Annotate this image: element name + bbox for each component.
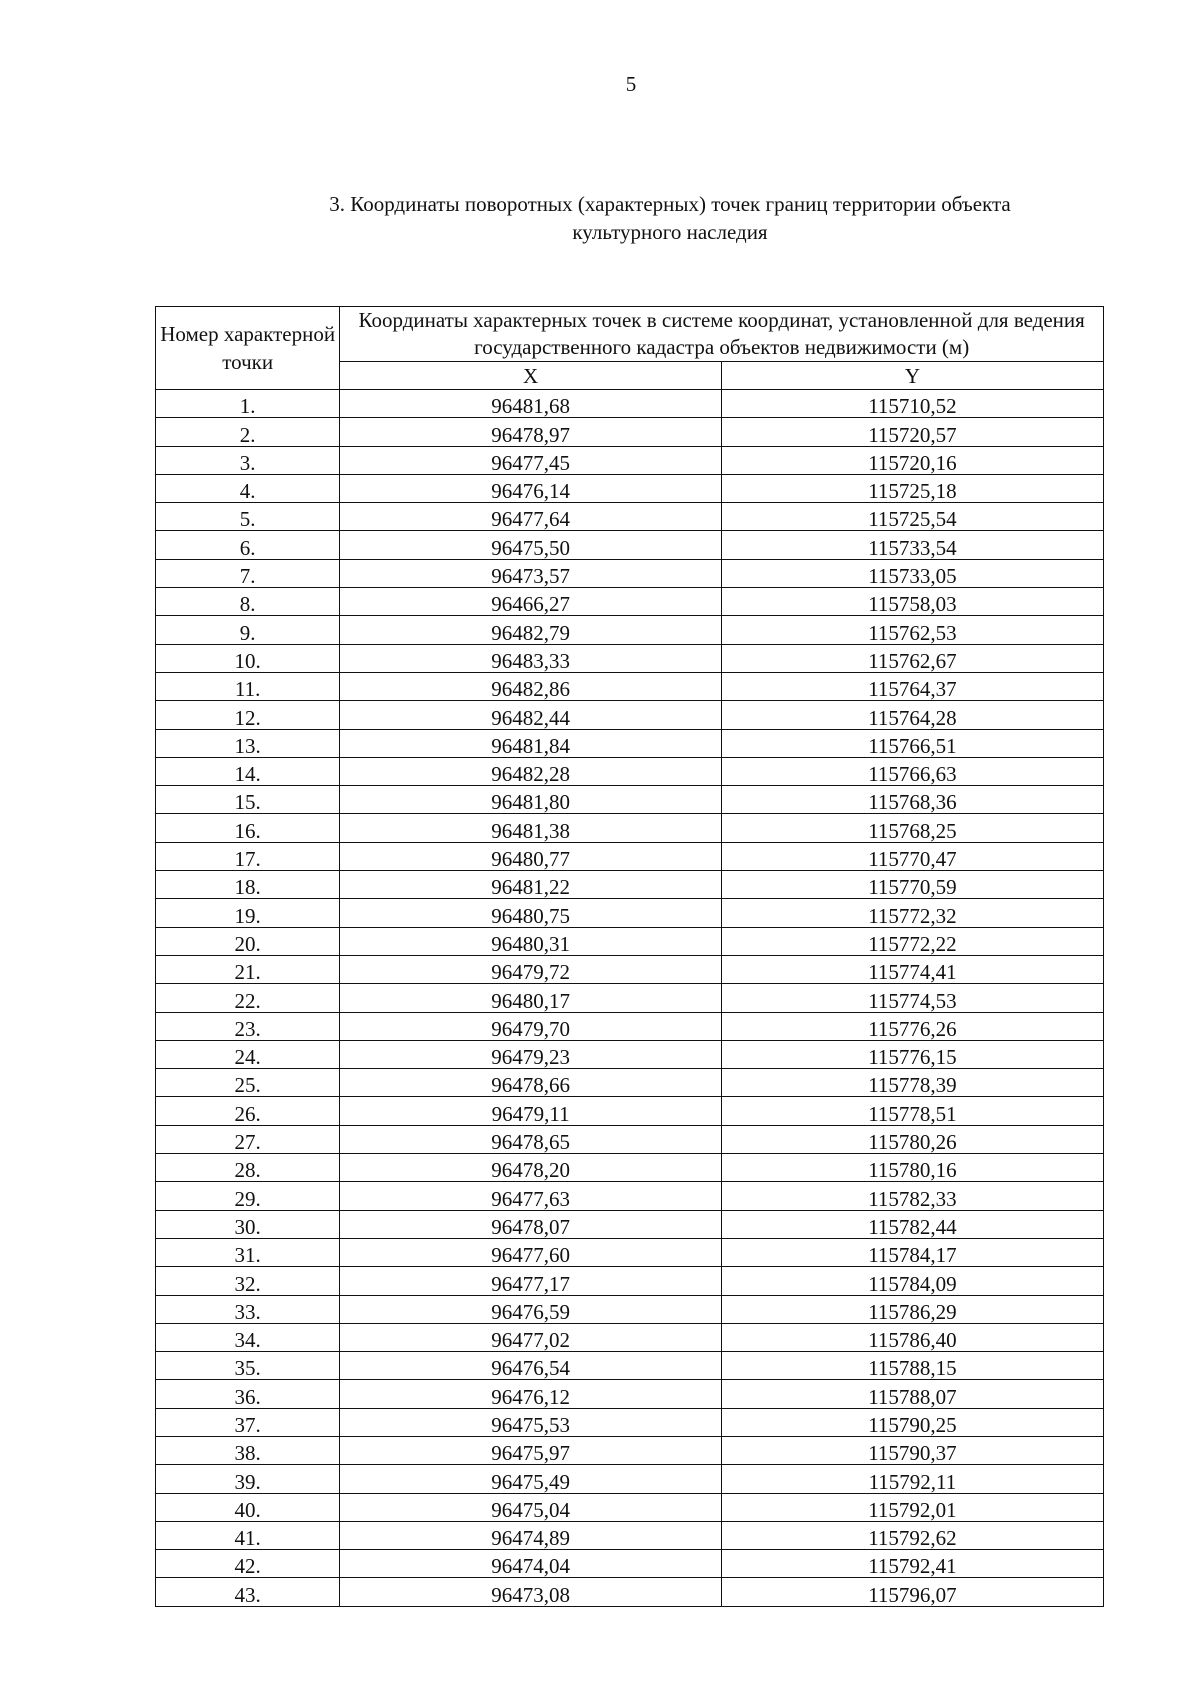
cell-point-number: 29. <box>156 1182 340 1210</box>
cell-y: 115772,32 <box>721 899 1103 927</box>
cell-x: 96480,75 <box>340 899 722 927</box>
cell-x: 96476,12 <box>340 1380 722 1408</box>
cell-x: 96475,49 <box>340 1465 722 1493</box>
cell-x: 96478,65 <box>340 1125 722 1153</box>
cell-point-number: 6. <box>156 531 340 559</box>
cell-point-number: 5. <box>156 503 340 531</box>
table-row <box>156 390 1104 418</box>
cell-x: 96473,57 <box>340 559 722 587</box>
cell-x: 96466,27 <box>340 588 722 616</box>
table-row <box>156 1521 1104 1549</box>
cell-point-number: 27. <box>156 1125 340 1153</box>
cell-y: 115772,22 <box>721 927 1103 955</box>
cell-y: 115720,16 <box>721 446 1103 474</box>
cell-x: 96480,77 <box>340 842 722 870</box>
cell-x: 96477,17 <box>340 1267 722 1295</box>
section-title <box>250 190 1090 246</box>
cell-x: 96476,14 <box>340 474 722 502</box>
cell-x: 96476,59 <box>340 1295 722 1323</box>
cell-y: 115792,11 <box>721 1465 1103 1493</box>
cell-point-number: 26. <box>156 1097 340 1125</box>
cell-y: 115770,59 <box>721 871 1103 899</box>
table-row <box>156 871 1104 899</box>
cell-x: 96475,97 <box>340 1436 722 1464</box>
cell-y: 115790,37 <box>721 1436 1103 1464</box>
table-row <box>156 531 1104 559</box>
cell-x: 96482,44 <box>340 701 722 729</box>
cell-point-number: 14. <box>156 757 340 785</box>
cell-y: 115733,05 <box>721 559 1103 587</box>
cell-y: 115788,07 <box>721 1380 1103 1408</box>
cell-y: 115776,15 <box>721 1040 1103 1068</box>
cell-point-number: 11. <box>156 672 340 700</box>
cell-point-number: 16. <box>156 814 340 842</box>
cell-x: 96477,60 <box>340 1238 722 1266</box>
cell-y: 115780,16 <box>721 1154 1103 1182</box>
cell-point-number: 22. <box>156 984 340 1012</box>
cell-y: 115770,47 <box>721 842 1103 870</box>
cell-x: 96475,53 <box>340 1408 722 1436</box>
cell-point-number: 33. <box>156 1295 340 1323</box>
cell-point-number: 13. <box>156 729 340 757</box>
cell-y: 115768,36 <box>721 786 1103 814</box>
cell-x: 96477,63 <box>340 1182 722 1210</box>
cell-point-number: 25. <box>156 1069 340 1097</box>
table-row <box>156 1238 1104 1266</box>
table-row <box>156 927 1104 955</box>
table-row <box>156 842 1104 870</box>
cell-y: 115796,07 <box>721 1578 1103 1606</box>
table-row <box>156 1182 1104 1210</box>
table-row <box>156 1012 1104 1040</box>
cell-point-number: 30. <box>156 1210 340 1238</box>
cell-x: 96481,80 <box>340 786 722 814</box>
cell-point-number: 43. <box>156 1578 340 1606</box>
header-point-number: Номер характерной точки <box>156 307 340 390</box>
cell-x: 96481,68 <box>340 390 722 418</box>
cell-point-number: 31. <box>156 1238 340 1266</box>
table-row <box>156 616 1104 644</box>
table-row <box>156 503 1104 531</box>
table-header <box>156 307 1104 390</box>
cell-point-number: 42. <box>156 1550 340 1578</box>
cell-y: 115782,44 <box>721 1210 1103 1238</box>
cell-y: 115768,25 <box>721 814 1103 842</box>
cell-y: 115784,09 <box>721 1267 1103 1295</box>
table-row <box>156 559 1104 587</box>
table-body <box>156 390 1104 1607</box>
cell-point-number: 23. <box>156 1012 340 1040</box>
table-row <box>156 1267 1104 1295</box>
header-y: Y <box>721 362 1103 390</box>
cell-point-number: 28. <box>156 1154 340 1182</box>
cell-y: 115733,54 <box>721 531 1103 559</box>
cell-y: 115786,40 <box>721 1323 1103 1351</box>
cell-point-number: 34. <box>156 1323 340 1351</box>
cell-point-number: 3. <box>156 446 340 474</box>
cell-point-number: 20. <box>156 927 340 955</box>
cell-x: 96475,50 <box>340 531 722 559</box>
cell-point-number: 1. <box>156 390 340 418</box>
cell-y: 115710,52 <box>721 390 1103 418</box>
cell-x: 96482,86 <box>340 672 722 700</box>
cell-point-number: 7. <box>156 559 340 587</box>
cell-y: 115780,26 <box>721 1125 1103 1153</box>
cell-point-number: 24. <box>156 1040 340 1068</box>
cell-point-number: 12. <box>156 701 340 729</box>
table-row <box>156 1323 1104 1351</box>
cell-point-number: 35. <box>156 1352 340 1380</box>
cell-x: 96481,22 <box>340 871 722 899</box>
cell-y: 115766,51 <box>721 729 1103 757</box>
cell-x: 96480,31 <box>340 927 722 955</box>
table-row <box>156 701 1104 729</box>
cell-y: 115766,63 <box>721 757 1103 785</box>
cell-x: 96478,07 <box>340 1210 722 1238</box>
cell-y: 115725,54 <box>721 503 1103 531</box>
cell-y: 115778,39 <box>721 1069 1103 1097</box>
cell-point-number: 2. <box>156 418 340 446</box>
table-row <box>156 1210 1104 1238</box>
cell-y: 115792,62 <box>721 1521 1103 1549</box>
cell-y: 115786,29 <box>721 1295 1103 1323</box>
table-row <box>156 1295 1104 1323</box>
cell-point-number: 9. <box>156 616 340 644</box>
table-row <box>156 418 1104 446</box>
cell-y: 115782,33 <box>721 1182 1103 1210</box>
cell-y: 115725,18 <box>721 474 1103 502</box>
cell-y: 115774,41 <box>721 955 1103 983</box>
table-row <box>156 899 1104 927</box>
cell-x: 96474,04 <box>340 1550 722 1578</box>
cell-x: 96482,28 <box>340 757 722 785</box>
cell-x: 96479,23 <box>340 1040 722 1068</box>
section-title-line-1: 3. Координаты поворотных (характерных) точек границ территории объекта <box>329 192 1011 216</box>
table-row <box>156 729 1104 757</box>
cell-x: 96483,33 <box>340 644 722 672</box>
cell-point-number: 38. <box>156 1436 340 1464</box>
cell-y: 115790,25 <box>721 1408 1103 1436</box>
cell-x: 96479,70 <box>340 1012 722 1040</box>
cell-point-number: 41. <box>156 1521 340 1549</box>
cell-point-number: 40. <box>156 1493 340 1521</box>
cell-x: 96482,79 <box>340 616 722 644</box>
table-row <box>156 814 1104 842</box>
cell-x: 96481,38 <box>340 814 722 842</box>
cell-point-number: 37. <box>156 1408 340 1436</box>
cell-point-number: 19. <box>156 899 340 927</box>
cell-point-number: 18. <box>156 871 340 899</box>
page-number: 5 <box>625 72 637 96</box>
cell-x: 96473,08 <box>340 1578 722 1606</box>
cell-point-number: 4. <box>156 474 340 502</box>
cell-y: 115788,15 <box>721 1352 1103 1380</box>
cell-y: 115784,17 <box>721 1238 1103 1266</box>
table-row <box>156 1040 1104 1068</box>
cell-y: 115764,28 <box>721 701 1103 729</box>
table-row <box>156 644 1104 672</box>
cell-x: 96477,02 <box>340 1323 722 1351</box>
cell-x: 96477,45 <box>340 446 722 474</box>
table-row <box>156 955 1104 983</box>
table-row <box>156 757 1104 785</box>
coordinates-table <box>155 306 1104 1607</box>
table-row <box>156 1069 1104 1097</box>
table-row <box>156 984 1104 1012</box>
table-row <box>156 1352 1104 1380</box>
cell-x: 96479,72 <box>340 955 722 983</box>
table-row <box>156 786 1104 814</box>
table-row <box>156 588 1104 616</box>
cell-y: 115792,01 <box>721 1493 1103 1521</box>
table-row <box>156 672 1104 700</box>
cell-y: 115758,03 <box>721 588 1103 616</box>
table-row <box>156 1154 1104 1182</box>
cell-y: 115778,51 <box>721 1097 1103 1125</box>
table-row <box>156 474 1104 502</box>
table-row <box>156 1493 1104 1521</box>
cell-point-number: 15. <box>156 786 340 814</box>
table-row <box>156 1380 1104 1408</box>
cell-x: 96474,89 <box>340 1521 722 1549</box>
cell-x: 96477,64 <box>340 503 722 531</box>
cell-y: 115720,57 <box>721 418 1103 446</box>
cell-point-number: 21. <box>156 955 340 983</box>
cell-point-number: 36. <box>156 1380 340 1408</box>
cell-y: 115792,41 <box>721 1550 1103 1578</box>
cell-point-number: 17. <box>156 842 340 870</box>
header-coordinates-title: Координаты характерных точек в системе координат, установленной для ведения государственного кадастра объектов недвижимости (м) <box>340 307 1104 362</box>
cell-y: 115776,26 <box>721 1012 1103 1040</box>
cell-x: 96476,54 <box>340 1352 722 1380</box>
table-row <box>156 1550 1104 1578</box>
cell-x: 96479,11 <box>340 1097 722 1125</box>
cell-x: 96480,17 <box>340 984 722 1012</box>
cell-y: 115764,37 <box>721 672 1103 700</box>
table-row <box>156 1097 1104 1125</box>
cell-x: 96478,20 <box>340 1154 722 1182</box>
cell-point-number: 10. <box>156 644 340 672</box>
cell-y: 115762,53 <box>721 616 1103 644</box>
table-row <box>156 1578 1104 1606</box>
cell-point-number: 39. <box>156 1465 340 1493</box>
cell-point-number: 8. <box>156 588 340 616</box>
table-row <box>156 1465 1104 1493</box>
header-x: X <box>340 362 722 390</box>
section-title-line-2: культурного наследия <box>572 220 768 244</box>
table-row <box>156 1436 1104 1464</box>
cell-x: 96478,66 <box>340 1069 722 1097</box>
cell-point-number: 32. <box>156 1267 340 1295</box>
cell-x: 96478,97 <box>340 418 722 446</box>
cell-y: 115762,67 <box>721 644 1103 672</box>
cell-x: 96481,84 <box>340 729 722 757</box>
table-row <box>156 1408 1104 1436</box>
cell-y: 115774,53 <box>721 984 1103 1012</box>
table-row <box>156 1125 1104 1153</box>
table-row <box>156 446 1104 474</box>
cell-x: 96475,04 <box>340 1493 722 1521</box>
